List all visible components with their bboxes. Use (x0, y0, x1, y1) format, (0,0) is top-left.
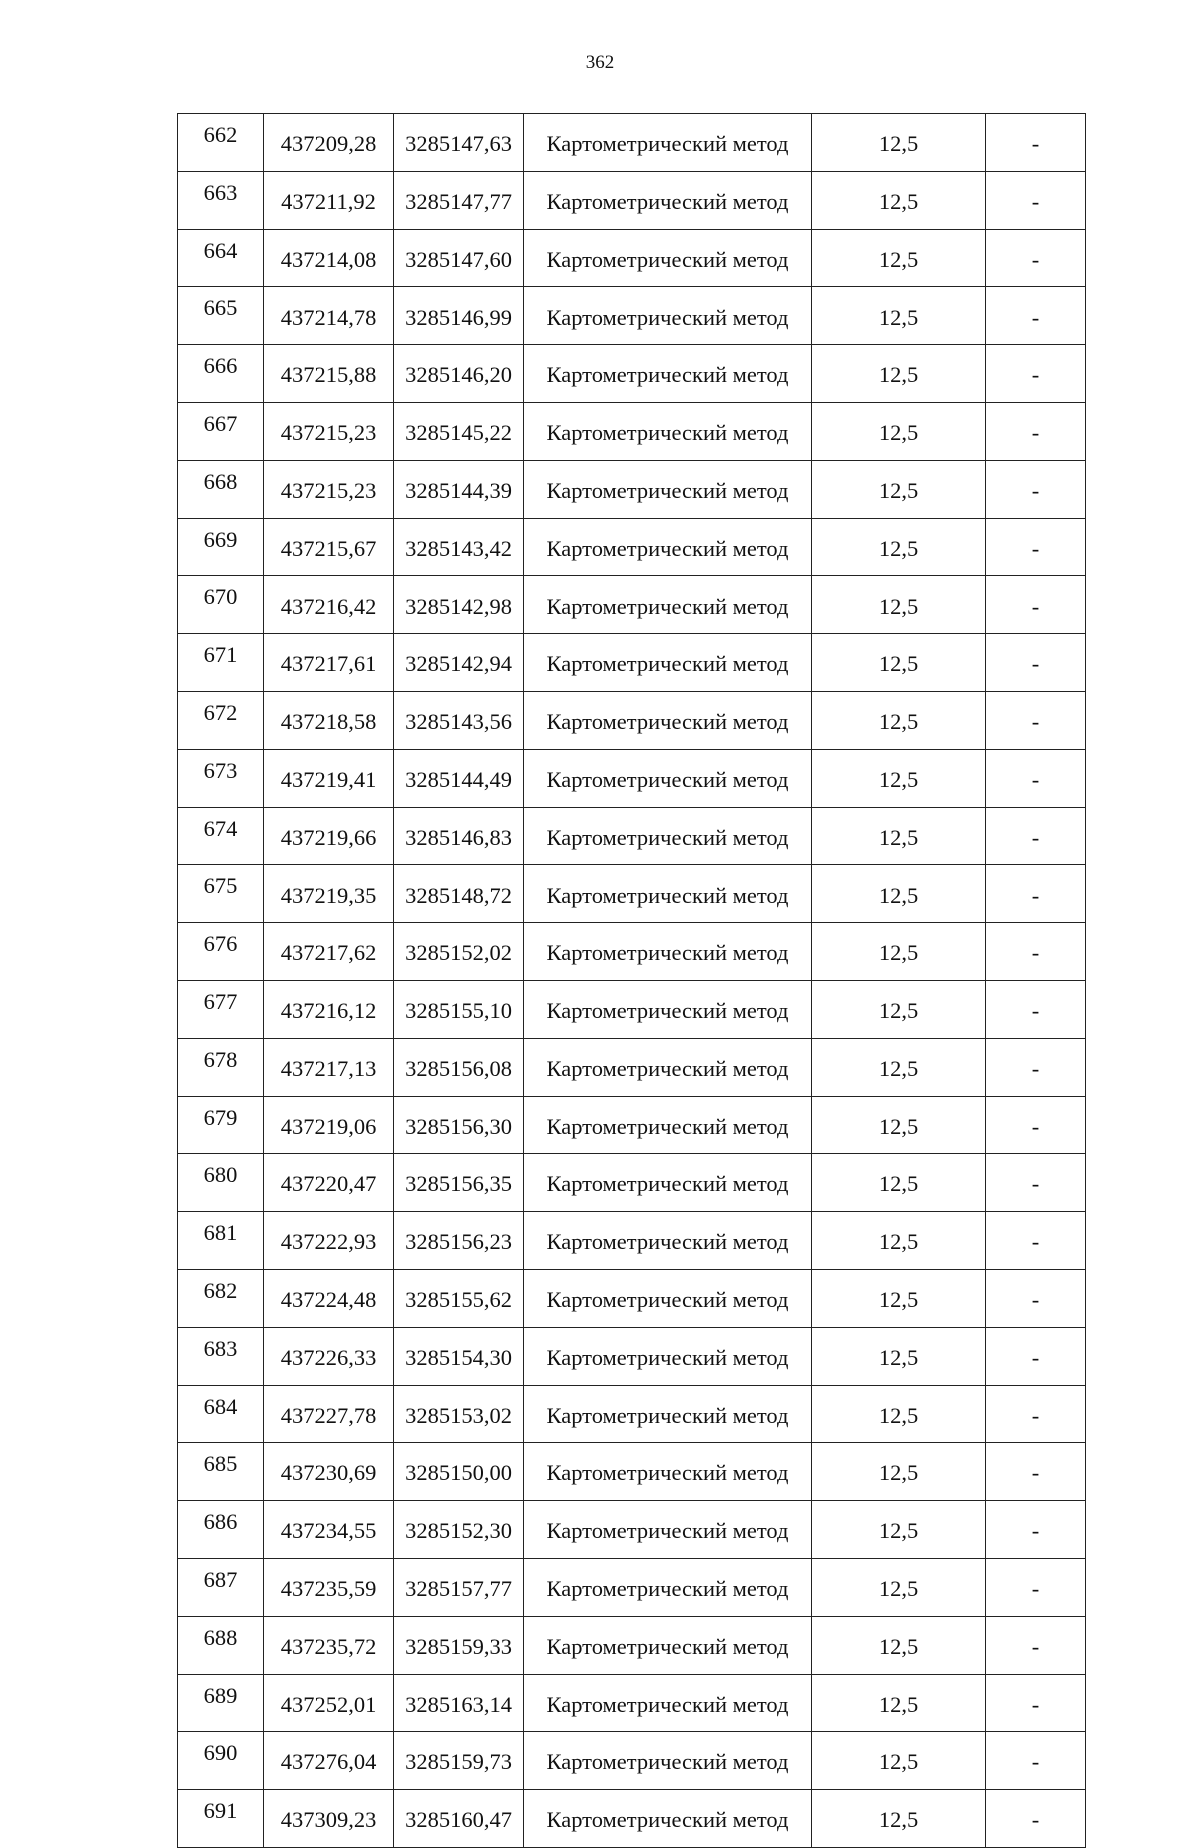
description-cell: - (986, 114, 1086, 172)
accuracy-cell: 12,5 (812, 865, 986, 923)
method-cell: Картометрический метод (524, 171, 812, 229)
y-coordinate-cell: 3285157,77 (394, 1558, 524, 1616)
method-cell: Картометрический метод (524, 1443, 812, 1501)
accuracy-cell: 12,5 (812, 1269, 986, 1327)
point-number-cell: 665 (178, 287, 264, 345)
table-row (178, 518, 1086, 576)
description-cell: - (986, 980, 1086, 1038)
accuracy-cell: 12,5 (812, 1558, 986, 1616)
description-cell: - (986, 287, 1086, 345)
method-cell: Картометрический метод (524, 1732, 812, 1790)
y-coordinate-cell: 3285154,30 (394, 1327, 524, 1385)
method-cell: Картометрический метод (524, 807, 812, 865)
description-cell: - (986, 1096, 1086, 1154)
point-number-cell: 676 (178, 923, 264, 981)
x-coordinate-cell: 437276,04 (264, 1732, 394, 1790)
y-coordinate-cell: 3285152,02 (394, 923, 524, 981)
point-number-cell: 664 (178, 229, 264, 287)
point-number-cell: 685 (178, 1443, 264, 1501)
description-cell: - (986, 1038, 1086, 1096)
point-number-cell: 682 (178, 1269, 264, 1327)
accuracy-cell: 12,5 (812, 287, 986, 345)
point-number-cell: 667 (178, 402, 264, 460)
method-cell: Картометрический метод (524, 1385, 812, 1443)
description-cell: - (986, 865, 1086, 923)
x-coordinate-cell: 437209,28 (264, 114, 394, 172)
accuracy-cell: 12,5 (812, 1212, 986, 1270)
y-coordinate-cell: 3285146,83 (394, 807, 524, 865)
accuracy-cell: 12,5 (812, 749, 986, 807)
y-coordinate-cell: 3285156,08 (394, 1038, 524, 1096)
description-cell: - (986, 576, 1086, 634)
description-cell: - (986, 345, 1086, 403)
description-cell: - (986, 1732, 1086, 1790)
accuracy-cell: 12,5 (812, 518, 986, 576)
accuracy-cell: 12,5 (812, 923, 986, 981)
x-coordinate-cell: 437216,12 (264, 980, 394, 1038)
y-coordinate-cell: 3285156,35 (394, 1154, 524, 1212)
y-coordinate-cell: 3285142,94 (394, 634, 524, 692)
description-cell: - (986, 1154, 1086, 1212)
point-number-cell: 670 (178, 576, 264, 634)
x-coordinate-cell: 437219,41 (264, 749, 394, 807)
x-coordinate-cell: 437234,55 (264, 1501, 394, 1559)
table-row (178, 923, 1086, 981)
table-row (178, 1385, 1086, 1443)
accuracy-cell: 12,5 (812, 1443, 986, 1501)
x-coordinate-cell: 437252,01 (264, 1674, 394, 1732)
x-coordinate-cell: 437214,78 (264, 287, 394, 345)
method-cell: Картометрический метод (524, 287, 812, 345)
x-coordinate-cell: 437219,66 (264, 807, 394, 865)
page-number: 362 (585, 52, 615, 73)
y-coordinate-cell: 3285155,10 (394, 980, 524, 1038)
accuracy-cell: 12,5 (812, 1732, 986, 1790)
method-cell: Картометрический метод (524, 1096, 812, 1154)
x-coordinate-cell: 437215,67 (264, 518, 394, 576)
accuracy-cell: 12,5 (812, 1790, 986, 1848)
accuracy-cell: 12,5 (812, 576, 986, 634)
method-cell: Картометрический метод (524, 1327, 812, 1385)
table-row (178, 1443, 1086, 1501)
accuracy-cell: 12,5 (812, 114, 986, 172)
description-cell: - (986, 402, 1086, 460)
accuracy-cell: 12,5 (812, 460, 986, 518)
description-cell: - (986, 634, 1086, 692)
method-cell: Картометрический метод (524, 634, 812, 692)
table-row (178, 749, 1086, 807)
table-row (178, 1616, 1086, 1674)
method-cell: Картометрический метод (524, 865, 812, 923)
x-coordinate-cell: 437220,47 (264, 1154, 394, 1212)
accuracy-cell: 12,5 (812, 1038, 986, 1096)
y-coordinate-cell: 3285160,47 (394, 1790, 524, 1848)
table-row (178, 1732, 1086, 1790)
table-row (178, 1038, 1086, 1096)
description-cell: - (986, 1212, 1086, 1270)
y-coordinate-cell: 3285146,99 (394, 287, 524, 345)
accuracy-cell: 12,5 (812, 1096, 986, 1154)
point-number-cell: 684 (178, 1385, 264, 1443)
x-coordinate-cell: 437227,78 (264, 1385, 394, 1443)
y-coordinate-cell: 3285156,30 (394, 1096, 524, 1154)
point-number-cell: 666 (178, 345, 264, 403)
description-cell: - (986, 229, 1086, 287)
y-coordinate-cell: 3285143,42 (394, 518, 524, 576)
accuracy-cell: 12,5 (812, 402, 986, 460)
description-cell: - (986, 749, 1086, 807)
x-coordinate-cell: 437235,59 (264, 1558, 394, 1616)
point-number-cell: 683 (178, 1327, 264, 1385)
point-number-cell: 675 (178, 865, 264, 923)
accuracy-cell: 12,5 (812, 229, 986, 287)
table-body (178, 114, 1086, 1848)
method-cell: Картометрический метод (524, 1790, 812, 1848)
y-coordinate-cell: 3285145,22 (394, 402, 524, 460)
table-row (178, 345, 1086, 403)
y-coordinate-cell: 3285156,23 (394, 1212, 524, 1270)
accuracy-cell: 12,5 (812, 1501, 986, 1559)
description-cell: - (986, 807, 1086, 865)
method-cell: Картометрический метод (524, 1674, 812, 1732)
y-coordinate-cell: 3285147,63 (394, 114, 524, 172)
description-cell: - (986, 1443, 1086, 1501)
description-cell: - (986, 1501, 1086, 1559)
y-coordinate-cell: 3285159,73 (394, 1732, 524, 1790)
x-coordinate-cell: 437218,58 (264, 691, 394, 749)
y-coordinate-cell: 3285143,56 (394, 691, 524, 749)
x-coordinate-cell: 437219,06 (264, 1096, 394, 1154)
x-coordinate-cell: 437219,35 (264, 865, 394, 923)
x-coordinate-cell: 437226,33 (264, 1327, 394, 1385)
table-row (178, 1501, 1086, 1559)
x-coordinate-cell: 437215,23 (264, 460, 394, 518)
description-cell: - (986, 1558, 1086, 1616)
y-coordinate-cell: 3285150,00 (394, 1443, 524, 1501)
table-row (178, 114, 1086, 172)
accuracy-cell: 12,5 (812, 634, 986, 692)
y-coordinate-cell: 3285155,62 (394, 1269, 524, 1327)
x-coordinate-cell: 437215,23 (264, 402, 394, 460)
coordinates-table (177, 113, 1086, 1848)
table-row (178, 1269, 1086, 1327)
point-number-cell: 680 (178, 1154, 264, 1212)
table-row (178, 460, 1086, 518)
y-coordinate-cell: 3285159,33 (394, 1616, 524, 1674)
accuracy-cell: 12,5 (812, 171, 986, 229)
y-coordinate-cell: 3285152,30 (394, 1501, 524, 1559)
method-cell: Картометрический метод (524, 345, 812, 403)
point-number-cell: 679 (178, 1096, 264, 1154)
accuracy-cell: 12,5 (812, 807, 986, 865)
table-row (178, 691, 1086, 749)
method-cell: Картометрический метод (524, 1501, 812, 1559)
x-coordinate-cell: 437235,72 (264, 1616, 394, 1674)
y-coordinate-cell: 3285163,14 (394, 1674, 524, 1732)
method-cell: Картометрический метод (524, 229, 812, 287)
x-coordinate-cell: 437224,48 (264, 1269, 394, 1327)
description-cell: - (986, 460, 1086, 518)
x-coordinate-cell: 437214,08 (264, 229, 394, 287)
table-row (178, 1096, 1086, 1154)
method-cell: Картометрический метод (524, 923, 812, 981)
accuracy-cell: 12,5 (812, 1327, 986, 1385)
point-number-cell: 669 (178, 518, 264, 576)
table-row (178, 807, 1086, 865)
accuracy-cell: 12,5 (812, 1616, 986, 1674)
point-number-cell: 681 (178, 1212, 264, 1270)
point-number-cell: 687 (178, 1558, 264, 1616)
table-row (178, 576, 1086, 634)
x-coordinate-cell: 437217,13 (264, 1038, 394, 1096)
table-row (178, 287, 1086, 345)
y-coordinate-cell: 3285142,98 (394, 576, 524, 634)
table-row (178, 1212, 1086, 1270)
method-cell: Картометрический метод (524, 402, 812, 460)
point-number-cell: 671 (178, 634, 264, 692)
method-cell: Картометрический метод (524, 460, 812, 518)
table-row (178, 1790, 1086, 1848)
point-number-cell: 689 (178, 1674, 264, 1732)
table-row (178, 171, 1086, 229)
y-coordinate-cell: 3285146,20 (394, 345, 524, 403)
description-cell: - (986, 923, 1086, 981)
x-coordinate-cell: 437230,69 (264, 1443, 394, 1501)
description-cell: - (986, 1790, 1086, 1848)
table-row (178, 1154, 1086, 1212)
description-cell: - (986, 1616, 1086, 1674)
y-coordinate-cell: 3285147,77 (394, 171, 524, 229)
method-cell: Картометрический метод (524, 1212, 812, 1270)
point-number-cell: 673 (178, 749, 264, 807)
x-coordinate-cell: 437222,93 (264, 1212, 394, 1270)
point-number-cell: 672 (178, 691, 264, 749)
method-cell: Картометрический метод (524, 980, 812, 1038)
method-cell: Картометрический метод (524, 691, 812, 749)
y-coordinate-cell: 3285153,02 (394, 1385, 524, 1443)
point-number-cell: 691 (178, 1790, 264, 1848)
point-number-cell: 662 (178, 114, 264, 172)
accuracy-cell: 12,5 (812, 980, 986, 1038)
x-coordinate-cell: 437211,92 (264, 171, 394, 229)
accuracy-cell: 12,5 (812, 1385, 986, 1443)
accuracy-cell: 12,5 (812, 345, 986, 403)
description-cell: - (986, 1327, 1086, 1385)
description-cell: - (986, 171, 1086, 229)
table-row (178, 1558, 1086, 1616)
description-cell: - (986, 518, 1086, 576)
point-number-cell: 686 (178, 1501, 264, 1559)
method-cell: Картометрический метод (524, 1269, 812, 1327)
table-row (178, 980, 1086, 1038)
method-cell: Картометрический метод (524, 1154, 812, 1212)
accuracy-cell: 12,5 (812, 1674, 986, 1732)
method-cell: Картометрический метод (524, 518, 812, 576)
x-coordinate-cell: 437217,61 (264, 634, 394, 692)
point-number-cell: 678 (178, 1038, 264, 1096)
method-cell: Картометрический метод (524, 1038, 812, 1096)
description-cell: - (986, 1269, 1086, 1327)
method-cell: Картометрический метод (524, 576, 812, 634)
x-coordinate-cell: 437309,23 (264, 1790, 394, 1848)
y-coordinate-cell: 3285148,72 (394, 865, 524, 923)
point-number-cell: 690 (178, 1732, 264, 1790)
table-row (178, 1674, 1086, 1732)
table-row (178, 1327, 1086, 1385)
table-row (178, 634, 1086, 692)
description-cell: - (986, 1385, 1086, 1443)
table-row (178, 865, 1086, 923)
method-cell: Картометрический метод (524, 114, 812, 172)
table-row (178, 402, 1086, 460)
x-coordinate-cell: 437216,42 (264, 576, 394, 634)
y-coordinate-cell: 3285144,39 (394, 460, 524, 518)
point-number-cell: 688 (178, 1616, 264, 1674)
method-cell: Картометрический метод (524, 1558, 812, 1616)
y-coordinate-cell: 3285144,49 (394, 749, 524, 807)
table-row (178, 229, 1086, 287)
point-number-cell: 668 (178, 460, 264, 518)
accuracy-cell: 12,5 (812, 691, 986, 749)
description-cell: - (986, 691, 1086, 749)
point-number-cell: 677 (178, 980, 264, 1038)
method-cell: Картометрический метод (524, 749, 812, 807)
description-cell: - (986, 1674, 1086, 1732)
point-number-cell: 663 (178, 171, 264, 229)
method-cell: Картометрический метод (524, 1616, 812, 1674)
point-number-cell: 674 (178, 807, 264, 865)
accuracy-cell: 12,5 (812, 1154, 986, 1212)
x-coordinate-cell: 437217,62 (264, 923, 394, 981)
y-coordinate-cell: 3285147,60 (394, 229, 524, 287)
x-coordinate-cell: 437215,88 (264, 345, 394, 403)
